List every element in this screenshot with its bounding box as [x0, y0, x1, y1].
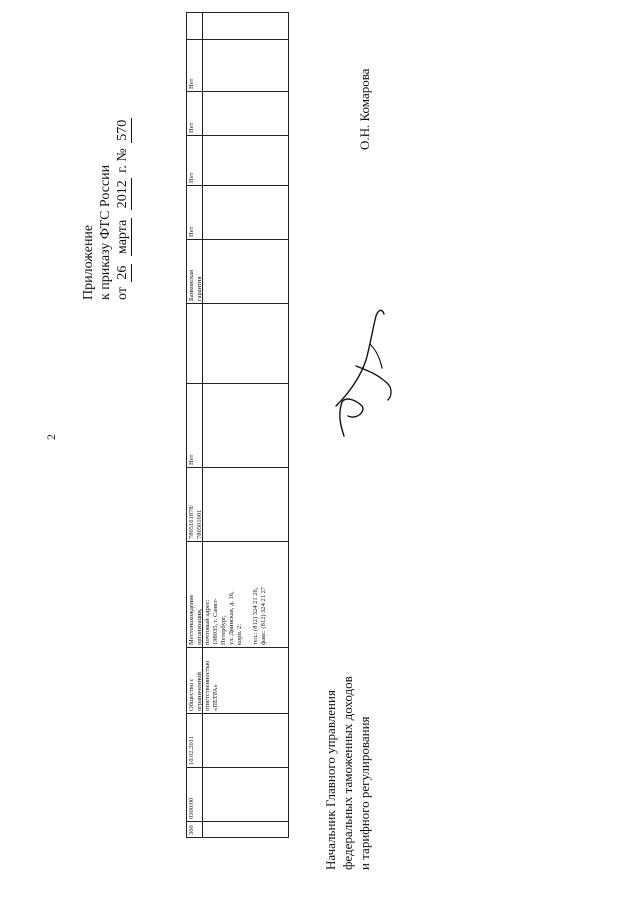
table-cell-col13	[187, 39, 288, 91]
order-reference-header	[80, 116, 132, 300]
cell-text: 7805161878/ 780501001	[188, 504, 203, 539]
cell-text: Нет	[188, 454, 195, 465]
order-number-sign: №	[115, 148, 130, 162]
order-date-number	[114, 116, 132, 300]
table-cell-col11	[187, 135, 288, 185]
order-year: 2012	[115, 180, 130, 209]
appendix-label: Приложение	[81, 224, 96, 300]
cell-text: 300	[188, 825, 195, 835]
table-cell-code	[187, 767, 288, 821]
cell-text: Нет	[188, 122, 195, 133]
page-number: 2	[44, 434, 58, 440]
signer-position	[322, 676, 373, 870]
cell-text: Нет	[188, 78, 195, 89]
table-cell-col14	[187, 11, 288, 39]
table-cell-number	[187, 821, 288, 837]
order-day: 26	[115, 265, 130, 280]
table-cell-guarantee	[187, 239, 288, 303]
table-cell-col12	[187, 91, 288, 135]
table-cell-organization	[187, 647, 288, 713]
cell-text: 10.02.2011	[188, 735, 195, 765]
table-cell-col10	[187, 185, 288, 239]
signer-name: О.Н. Комарова	[357, 68, 372, 150]
cell-text: Банковская гарантия	[188, 269, 203, 301]
cell-text: Местонахождение организации, почтовый адрес: 198035, г. Санкт- Петербург, ул. Двинская, д. 16, корп. 2; тел.: (812) 324 21 26, факс: (812) 324 21 27	[188, 586, 267, 645]
table-cell-address	[187, 541, 288, 647]
order-number: 570	[115, 119, 130, 141]
order-issuer: к приказу ФТС России	[98, 164, 113, 300]
position-line: и тарифного регулирования	[357, 716, 372, 870]
position-line: федеральных таможенных доходов	[340, 676, 355, 870]
table-cell-inn-kpp	[187, 467, 288, 541]
handwritten-signature	[326, 304, 396, 439]
order-month: марта	[115, 219, 130, 255]
cell-text: 0300/00	[188, 797, 195, 819]
cell-text: Нет	[188, 172, 195, 183]
cell-text: Общество с ограниченной ответственностью «ПЕТРА»	[188, 660, 219, 711]
position-line: Начальник Главного управления	[323, 690, 338, 870]
registry-table	[186, 12, 289, 838]
order-year-suffix: г.	[115, 165, 130, 173]
table-cell-col7	[187, 383, 288, 467]
table-cell-col8	[187, 303, 288, 383]
table-cell-date	[187, 713, 288, 767]
order-prefix: от	[115, 287, 130, 300]
cell-text: Нет	[188, 226, 195, 237]
